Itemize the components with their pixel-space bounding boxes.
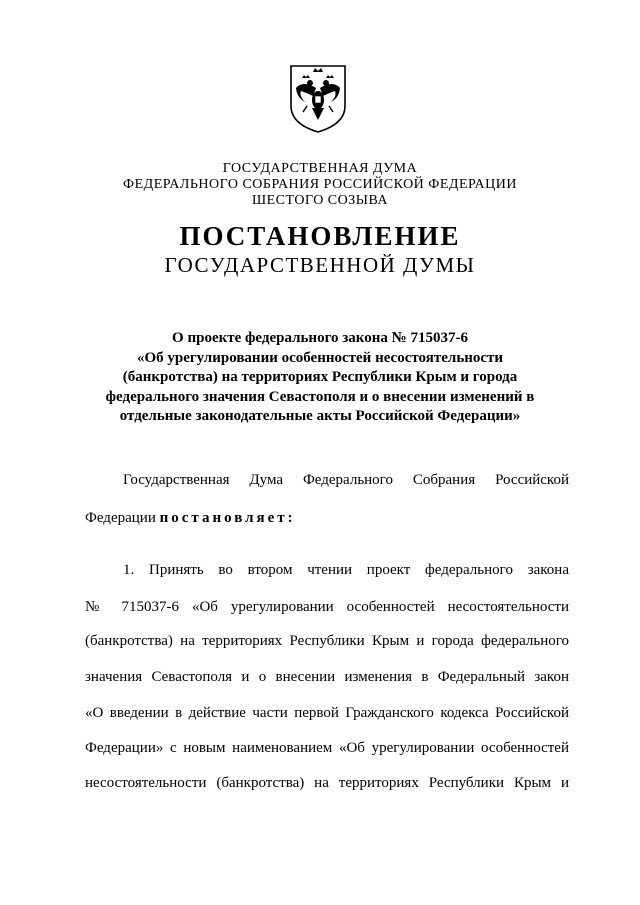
russian-coat-of-arms-icon: [285, 62, 351, 134]
subject-line: отдельные законодательные акты Российской Федерации»: [119, 408, 521, 424]
item1-line: (банкротства) на территориях Республики Крым и города федерального: [85, 633, 569, 649]
item1-line: несостоятельности (банкротства) на территориях Республики Крым и: [85, 775, 569, 791]
document-subtitle: ГОСУДАРСТВЕННОЙ ДУМЫ: [164, 253, 476, 277]
item1-line: Федерации» с новым наименованием «Об урегулировании особенностей: [85, 740, 569, 756]
header-line-convocation: ШЕСТОГО СОЗЫВА: [251, 193, 389, 208]
header-line-federal-assembly: ФЕДЕРАЛЬНОГО СОБРАНИЯ РОССИЙСКОЙ ФЕДЕРАЦИИ: [123, 177, 517, 192]
subject-line: (банкротства) на территориях Республики Крым и города: [122, 369, 518, 385]
item1-line: значения Севастополя и о внесении изменения в Федеральный закон: [85, 669, 569, 685]
resolves-keyword: постановляет:: [159, 510, 296, 526]
preamble-line: [85, 510, 296, 527]
preamble-line: Государственная Дума Федерального Собрания Российской: [123, 472, 569, 488]
subject-line: федерального значения Севастополя и о внесении изменений в: [105, 389, 535, 405]
item1-line: «О введении в действие части первой Гражданского кодекса Российской: [85, 705, 569, 721]
document-title: ПОСТАНОВЛЕНИЕ: [179, 221, 461, 251]
subject-line: «Об урегулировании особенностей несостоятельности: [136, 350, 504, 366]
header-line-duma: ГОСУДАРСТВЕННАЯ ДУМА: [222, 161, 418, 176]
preamble-federation: Федерации: [85, 510, 156, 526]
item1-line: № 715037-6 «Об урегулировании особенностей несостоятельности: [85, 599, 569, 615]
subject-line: О проекте федерального закона № 715037-6: [172, 330, 468, 346]
item1-line: 1. Принять во втором чтении проект федерального закона: [123, 562, 569, 578]
